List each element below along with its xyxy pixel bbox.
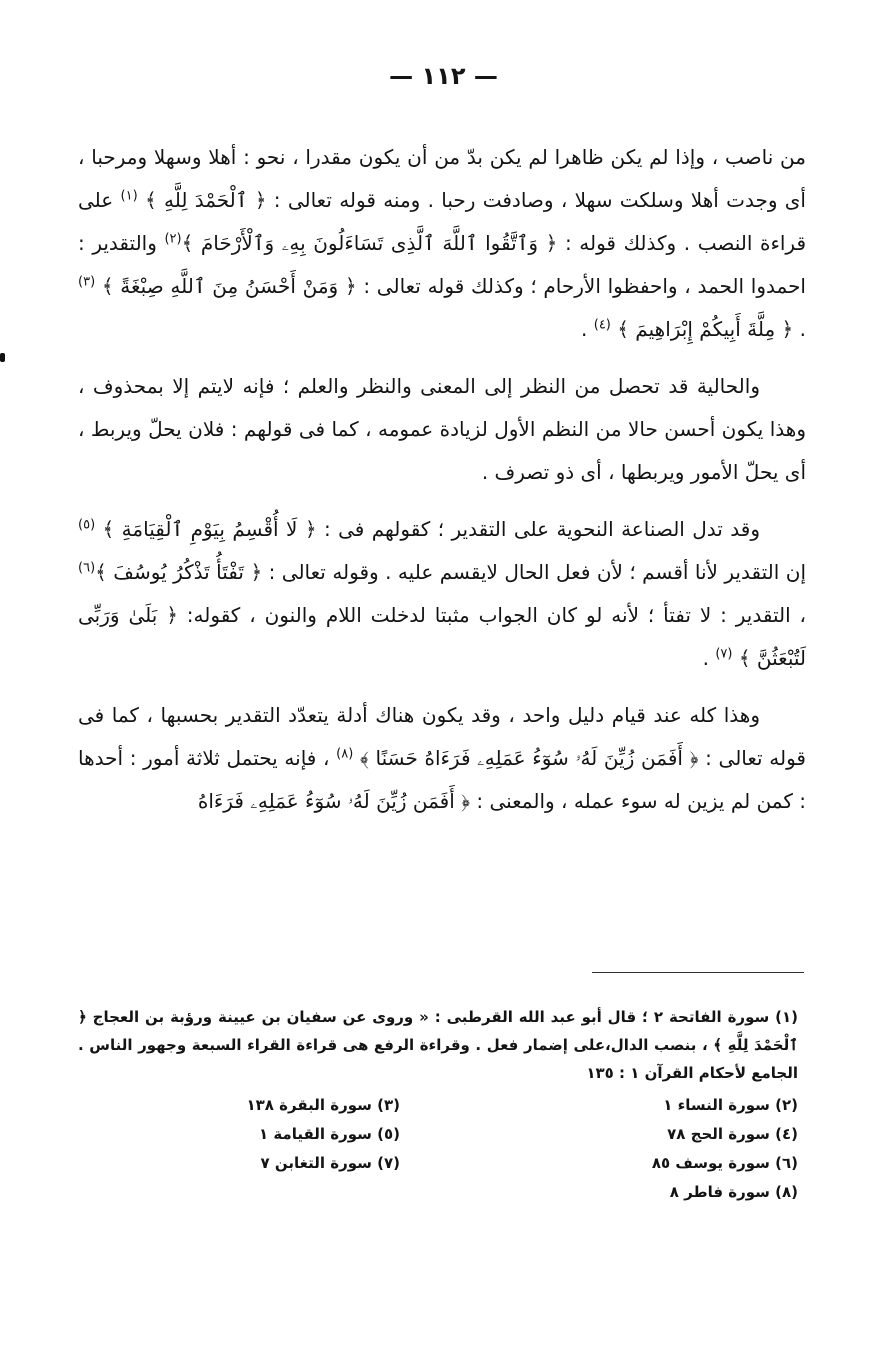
paragraph-3-text-3: ، التقدير : لا تفتأ ؛ لأنه لو كان الجواب مثبتا لدخلت اللام والنون ، كقوله: ﴿ بَلَىٰ وَرَبِّى لَتُبْعَثُنَّ ﴾ (78, 603, 806, 670)
footnote-ref-4: (٤) (593, 317, 611, 333)
footnote-list (78, 1091, 798, 1207)
footnote-6: (٦) سورة يوسف ٨٥ (651, 1154, 798, 1172)
paragraph-4 (78, 694, 806, 823)
main-text (78, 136, 806, 823)
footnote-1: (١) سورة الفاتحة ٢ ؛ قال أبو عبد الله القرطبى : « وروى عن سفيان بن عيينة ورؤبة بن العجاج ﴿ ٱلْحَمْدَ لِلَّهِ ﴾ ، بنصب الدال،على إضمار فعل . وقراءة الرفع هى قراءة القراء السبعة وجهور الناس . الجامع لأحكام القرآن ١ : ١٣٥ (78, 1008, 798, 1082)
paragraph-1-text: من ناصب ، وإذا لم يكن ظاهرا لم يكن بدّ من أن يكون مقدرا ، نحو : أهلا وسهلا ومرحبا ، أى وجدت أهلا وسلكت سهلا ، وصادفت رحبا . ومنه قوله تعالى : ﴿ ٱلْحَمْدَ لِلَّهِ ﴾ (78, 145, 806, 212)
footnote-2: (٢) سورة النساء ١ (663, 1096, 798, 1114)
paragraph-2: والحالية قد تحصل من النظر إلى المعنى والنظر والعلم ؛ فإنه لايتم إلا بمحذوف ، وهذا يكون أحسن حالا من النظم الأول لزيادة عمومه ، كما فى قولهم : فلان يحلّ ويربط ، أى يحلّ الأمور ويربطها ، أى ذو تصرف . (78, 374, 806, 484)
footnote-ref-3: (٣) (78, 274, 96, 290)
paragraph-3-text-2: إن التقدير لأنا أقسم ؛ لأن فعل الحال لايقسم عليه . وقوله تعالى : ﴿ تَفْتَأُ تَذْكُرُ يُوسُفَ ﴾ (95, 560, 806, 584)
footnote-5: (٥) سورة القيامة ١ (258, 1125, 400, 1143)
scan-edge-mark (0, 353, 5, 362)
paragraph-4-text: وهذا كله عند قيام دليل واحد ، وقد يكون هناك أدلة يتعدّد التقدير بحسبها ، كما فى قوله تعالى : ﴿ أَفَمَن زُيِّنَ لَهُۥ سُوٓءُ عَمَلِهِۦ فَرَءَاهُ حَسَنًا ﴾ (78, 703, 806, 770)
page-number: — ١١٢ — (389, 62, 498, 90)
paragraph-1-text-2: على قراءة النصب . وكذلك قوله : ﴿ وَٱتَّقُوا ٱللَّهَ ٱلَّذِى تَسَاءَلُونَ بِهِۦ وَٱلْأَرْحَامَ ﴾ (78, 188, 806, 255)
paragraph-1-text-5: . (581, 317, 594, 341)
paragraph-1-text-4: . ﴿ مِلَّةَ أَبِيكُمْ إِبْرَاهِيمَ ﴾ (610, 317, 806, 341)
paragraph-1 (78, 136, 806, 351)
paragraph-4-text-2: ، فإنه يحتمل ثلاثة أمور : أحدها : كمن لم يزين له سوء عمله ، والمعنى : ﴿ أَفَمَن زُيِّنَ لَهُۥ سُوٓءُ عَمَلِهِۦ فَرَءَاهُ (78, 746, 806, 813)
footnote-7: (٧) سورة التغابن ٧ (260, 1154, 400, 1172)
footnote-ref-1: (١) (120, 188, 138, 204)
paragraph-3 (78, 508, 806, 680)
footnote-ref-6: (٦) (78, 560, 96, 576)
footnotes (78, 1003, 798, 1207)
footnote-divider (592, 972, 804, 973)
footnote-ref-7: (٧) (715, 646, 733, 662)
footnote-ref-2: (٢) (164, 231, 182, 247)
footnote-8: (٨) سورة فاطر ٨ (669, 1183, 798, 1201)
paragraph-3-text-4: . (702, 646, 716, 670)
paragraph-1-text-3: والتقدير : احمدوا الحمد ، واحفظوا الأرحام ؛ وكذلك قوله تعالى : ﴿ وَمَنْ أَحْسَنُ مِنَ ٱللَّهِ صِبْغَةً ﴾ (78, 231, 806, 298)
footnote-4: (٤) سورة الحج ٧٨ (667, 1125, 798, 1143)
footnote-3: (٣) سورة البقرة ١٣٨ (246, 1096, 400, 1114)
footnote-ref-5: (٥) (78, 517, 96, 533)
footnote-ref-8: (٨) (336, 746, 354, 762)
paragraph-3-text: وقد تدل الصناعة النحوية على التقدير ؛ كقولهم فى : ﴿ لَا أُقْسِمُ بِيَوْمِ ٱلْقِيَامَةِ ﴾ (95, 517, 760, 541)
